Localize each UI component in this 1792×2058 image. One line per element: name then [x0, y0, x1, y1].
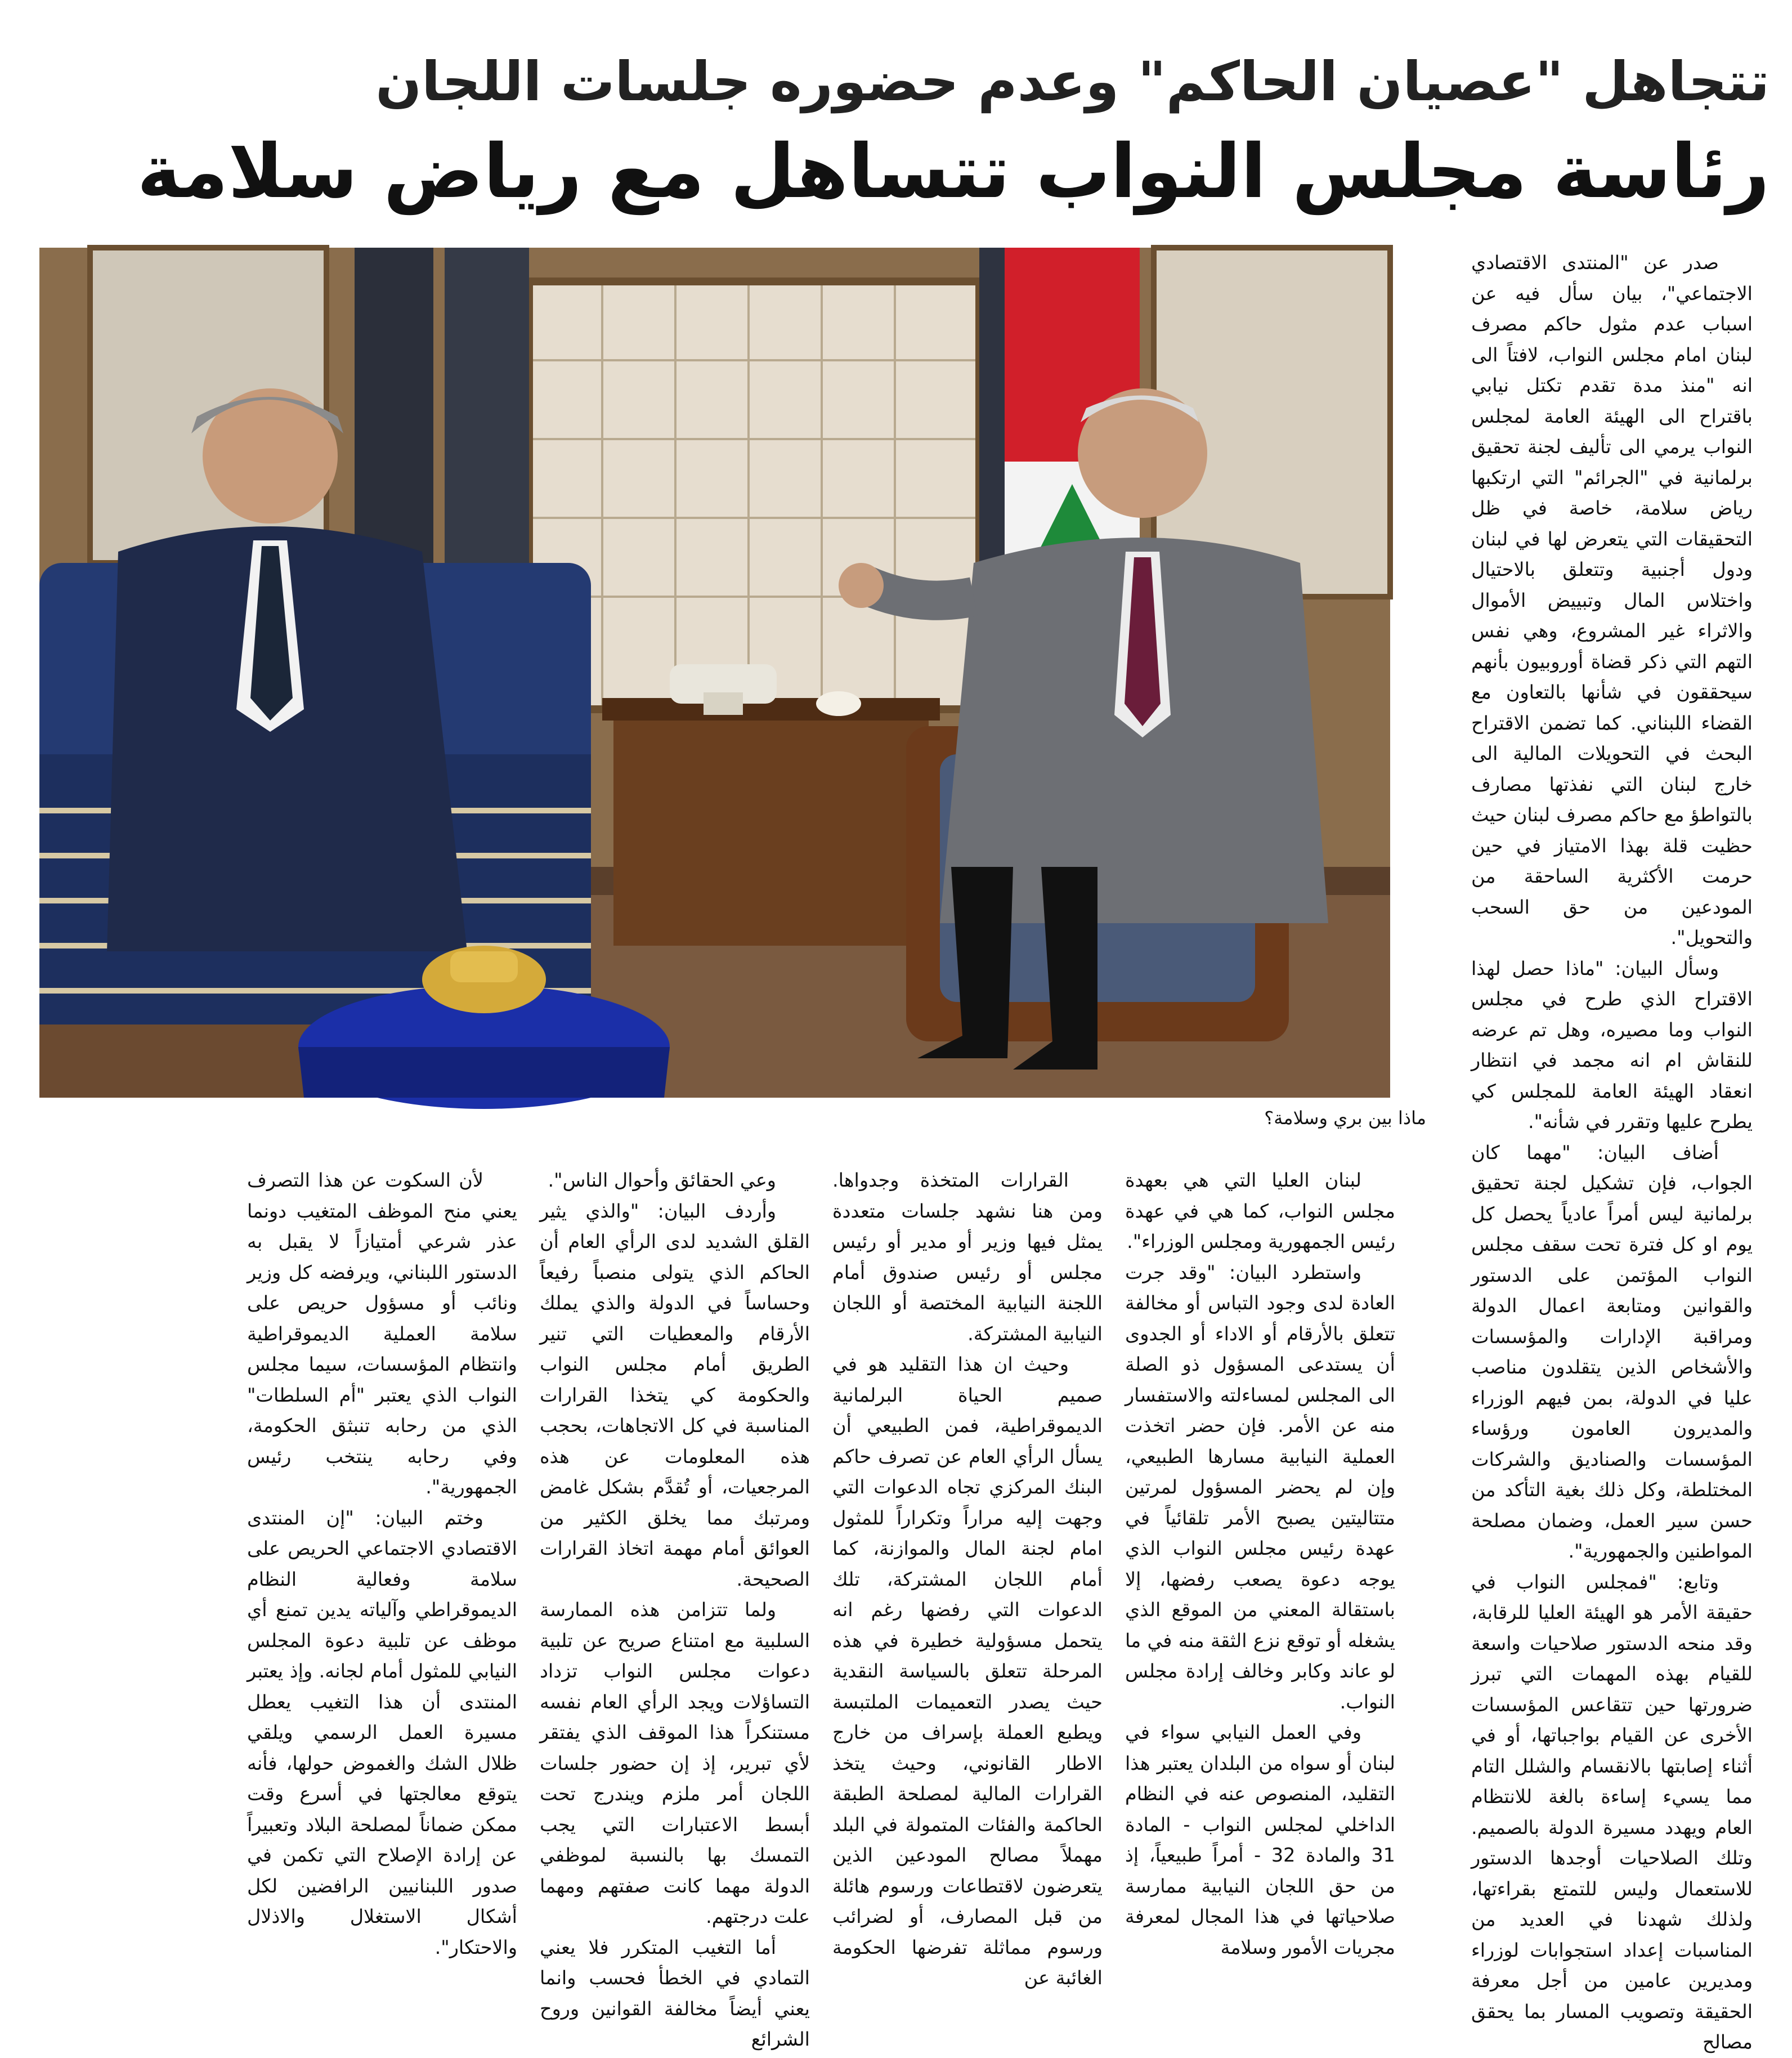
- paragraph: ولما تتزامن هذه الممارسة السلبية مع امتناع صريح عن تلبية دعوات مجلس النواب تزداد التساؤلات ويجد الرأي العام نفسه مستنكراً هذا الموقف الذي يفتقر لأي تبرير، إذ إن حضور جلسات اللجان أمر ملزم ويندرج تحت أبسط الاعتبارات التي يجب التمسك بها بالنسبة لموظفي الدولة مهما كانت صفتهم ومهما علت درجتهم.: [540, 1599, 810, 1927]
- paragraph: وتابع: "فمجلس النواب في حقيقة الأمر هو الهيئة العليا للرقابة، وقد منحه الدستور صلاحيات واسعة للقيام بهذه المهمات التي تبرز ضرورتها حين تتقاعس المؤسسات الأخرى عن القيام بواجباتها، أو في أثناء إصابتها بالانقسام والشلل التام مما يسيء إساءة بالغة للانتظام العام ويهدد مسيرة الدولة بالصميم. وتلك الصلاحيات أوجدها الدستور للاستعمال وليس للتمتع بقراءتها، ولذلك شهدنا في العديد من المناسبات إعداد استجوابات لوزراء ومديرين عامين من أجل معرفة الحقيقة وتصويب المسار بما يحقق مصالح: [1471, 1571, 1753, 2053]
- paragraph: وسأل البيان: "ماذا حصل لهذا الاقتراح الذي طرح في مجلس النواب وما مصيره، وهل تم عرضه للنقاش ام انه مجمد في انتظار انعقاد الهيئة العامة للمجلس كي يطرح عليها وتقرر في شأنه".: [1471, 957, 1753, 1133]
- meeting-photo-illustration: [39, 248, 1390, 1098]
- article-headline: رئاسة مجلس النواب تتساهل مع رياض سلامة: [137, 128, 1769, 215]
- paragraph: وختم البيان: "إن المنتدى الاقتصادي الاجتماعي الحريص على سلامة وفعالية النظام الديموقراطي وآلياته يدين تمنع أي موظف عن تلبية دعوة المجلس النيابي للمثول أمام لجانه. وإذ يعتبر المنتدى أن هذا التغيب يعطل مسيرة العمل الرسمي ويلقي ظلال الشك والغموض حولها، فأنه يتوقع معالجتها في أسرع وقت ممكن ضماناً لمصلحة البلاد وتعبيراً عن إرادة الإصلاح التي تكمن في صدور اللبنانيين الرافضين لكل أشكال الاستغلال والاذلال والاحتكار".: [247, 1506, 517, 1958]
- article-column-1: [1125, 1165, 1395, 1958]
- article-photo: [39, 248, 1390, 1098]
- paragraph: وحيث ان هذا التقليد هو في صميم الحياة البرلمانية الديموقراطية، فمن الطبيعي أن يسأل الرأي العام عن تصرف حاكم البنك المركزي تجاه الدعوات التي وجهت إليه مراراً وتكراراً للمثول امام لجنة المال والموازنة، كما أمام اللجان المشتركة، تلك الدعوات التي رفضها رغم انه يتحمل مسؤولية خطيرة في هذه المرحلة تتعلق بالسياسة النقدية حيث يصدر التعميمات الملتبسة ويطبع العملة بإسراف من خارج الاطار القانوني، وحيث يتخذ القرارات المالية لمصلحة الطبقة الحاكمة والفئات المتمولة في البلد مهملاً مصالح المودعين الذين يتعرضون لاقتطاعات ورسوم هائلة من قبل المصارف، أو لضرائب ورسوم مماثلة تفرضها الحكومة الغائبة عن: [832, 1353, 1103, 1989]
- paragraph: أما التغيب المتكرر فلا يعني التمادي في الخطأ فحسب وانما يعني أيضاً مخالفة القوانين وروح الشرائع: [540, 1936, 810, 2050]
- paragraph: القرارات المتخذة وجدواها. ومن هنا نشهد جلسات متعددة يمثل فيها وزير أو مدير أو رئيس مجلس أو رئيس صندوق أمام اللجنة النيابية المختصة أو اللجان النيابية المشتركة.: [832, 1169, 1103, 1345]
- paragraph: واستطرد البيان: "وقد جرت العادة لدى وجود التباس أو مخالفة تتعلق بالأرقام أو الاداء أو الجدوى أن يستدعى المسؤول ذو الصلة الى المجلس لمساءلته والاستفسار منه عن الأمر. فإن حضر اتخذت العملية النيابية مسارها الطبيعي، وإن لم يحضر المسؤول لمرتين متتاليتين يصبح الأمر تلقائياً في عهدة رئيس مجلس النواب الذي يوجه دعوة يصعب رفضها، إلا باستقالة المعني من الموقع الذي يشغله أو توقع نزع الثقة منه في ما لو عاند وكابر وخالف إرادة مجلس النواب.: [1125, 1261, 1395, 1713]
- paragraph: لبنان العليا التي هي بعهدة مجلس النواب، كما هي في عهدة رئيس الجمهورية ومجلس الوزراء".: [1125, 1169, 1395, 1252]
- paragraph: لأن السكوت عن هذا التصرف يعني منح الموظف المتغيب دونما عذر شرعي أمتيازاً لا يقبل به الدستور اللبناني، ويرفضه كل وزير ونائب أو مسؤول حريص على سلامة العملية الديموقراطية وانتظام المؤسسات، سيما مجلس النواب الذي يعتبر "أم السلطات" الذي من رحابه تنبثق الحكومة، وفي رحابه ينتخب رئيس الجمهورية".: [247, 1169, 517, 1498]
- paragraph: وعي الحقائق وأحوال الناس".: [548, 1169, 776, 1191]
- article-column-4: [247, 1165, 517, 1958]
- article-column-2: [832, 1165, 1103, 1989]
- paragraph: وأردف البيان: "والذي يثير القلق الشديد لدى الرأي العام أن الحاكم الذي يتولى منصباً رفيعاً وحساساً في الدولة والذي يملك الأرقام والمعطيات التي تنير الطريق أمام مجلس النواب والحكومة كي يتخذا القرارات المناسبة في كل الاتجاهات، بحجب هذه المعلومات عن هذه المرجعيات، أو تُقدَّم بشكل غامض ومرتبك مما يخلق الكثير من العوائق أمام مهمة اتخاذ القرارات الصحيحة.: [540, 1200, 810, 1590]
- article-column-3: [540, 1165, 810, 2050]
- article-column-right: [1471, 248, 1753, 2053]
- paragraph: أضاف البيان: "مهما كان الجواب، فإن تشكيل لجنة تحقيق برلمانية ليس أمراً عادياً يحصل كل يوم او كل فترة تحت سقف مجلس النواب المؤتمن على الدستور والقوانين ومتابعة اعمال الدولة ومراقبة الإدارات والمؤسسات والأشخاص الذين يتقلدون مناصب عليا في الدولة، بمن فيهم الوزراء والمديرون العامون ورؤساء المؤسسات والصناديق والشركات المختلطة، وكل ذلك بغية التأكد من حسن سير العمل، وضمان مصلحة المواطنين والجمهورية".: [1471, 1141, 1753, 1562]
- photo-caption: ماذا بين بري وسلامة؟: [1264, 1107, 1426, 1129]
- article-kicker: تتجاهل "عصيان الحاكم" وعدم حضوره جلسات اللجان: [375, 50, 1769, 113]
- paragraph: صدر عن "المنتدى الاقتصادي الاجتماعي"، بيان سأل فيه عن اسباب عدم مثول حاكم مصرف لبنان امام مجلس النواب، لافتاً الى انه "منذ مدة تقدم تكتل نيابي باقتراح الى الهيئة العامة لمجلس النواب يرمي الى تأليف لجنة تحقيق برلمانية في "الجرائم" التي ارتكبها رياض سلامة، خاصة في ظل التحقيقات التي يتعرض لها في لبنان ودول أجنبية وتتعلق بالاحتيال واختلاس المال وتبييض الأموال والاثراء غير المشروع، وهي نفس التهم التي ذكر قضاة أوروبيون بأنهم سيحققون في شأنها بالتعاون مع القضاء اللبناني. كما تضمن الاقتراح البحث في التحويلات المالية الى خارج لبنان التي نفذتها مصارف بالتواطؤ مع حاكم مصرف لبنان حيث حظيت قلة بهذا الامتياز في حين حرمت الأكثرية الساحقة من المودعين من حق السحب والتحويل".: [1471, 252, 1753, 949]
- paragraph: وفي العمل النيابي سواء في لبنان أو سواه من البلدان يعتبر هذا التقليد، المنصوص عنه في النظام الداخلي لمجلس النواب - المادة 31 والمادة 32 - أمراً طبيعياً، إذ من حق اللجان النيابية ممارسة صلاحياتها في هذا المجال لمعرفة مجريات الأمور وسلامة: [1125, 1721, 1395, 1958]
